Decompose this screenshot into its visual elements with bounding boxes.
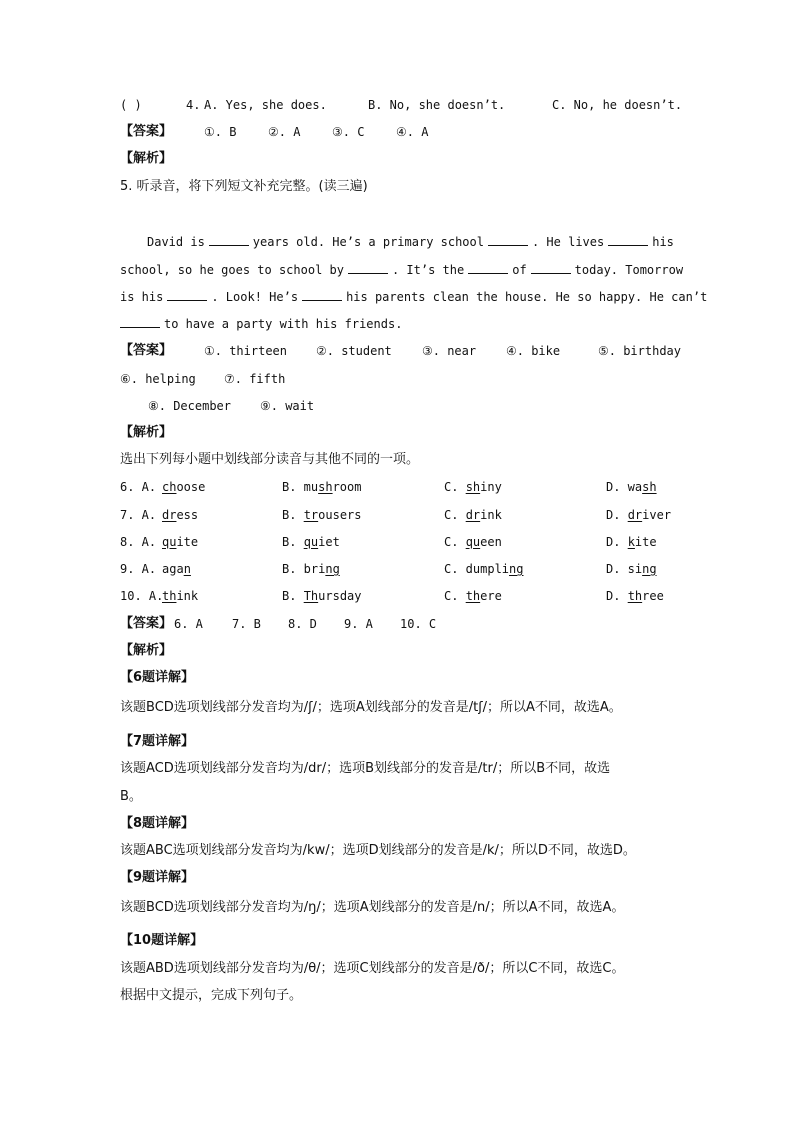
option-d: D. driver [606,508,672,522]
option-b: B. trousers [282,508,362,522]
option-d: D. three [606,589,664,603]
underlined-part: ng [509,562,524,576]
underlined-part: th [162,589,177,603]
blank[interactable] [348,262,388,274]
detail-text-10: 该题ABD选项划线部分发音均为/θ/；选项C划线部分的发音是/ð/；所以C不同，故选C。 [120,961,625,976]
option-c: C. drink [444,508,502,522]
analysis-tag: 【解析】 [120,643,173,658]
section-instruction: 根据中文提示，完成下列句子。 [120,988,303,1003]
answer-item: ②. student [316,344,392,358]
phonetics-instruction: 选出下列每小题中划线部分读音与其他不同的一项。 [120,452,420,467]
underlined-part: ng [642,562,657,576]
blank[interactable] [302,289,342,301]
option-c: C. dumpling [444,562,524,576]
answer-tag: 【答案】 [120,616,173,631]
answer-item: ⑥. helping [120,372,196,386]
answer-item: ④. A [396,125,429,139]
detail-text-8: 该题ABC选项划线部分发音均为/kw/；选项D划线部分的发音是/k/；所以D不同，故选D。 [120,843,636,858]
detail-title-8: 【8题详解】 [120,816,195,831]
answer-item: ⑧. December [148,399,232,413]
underlined-part: tr [303,508,319,522]
underlined-part: qu [303,535,319,549]
underlined-part: n [183,562,191,576]
answer-item: 6. A [174,617,203,631]
answer-item: ①. B [204,125,237,139]
option-d: D. wash [606,480,657,494]
answer-item: ②. A [268,125,301,139]
option-a: choose [162,480,206,494]
option-a: dress [162,508,199,522]
analysis-tag: 【解析】 [120,151,173,166]
answer-item: 9. A [344,617,373,631]
underlined-part: sh [465,480,481,494]
option-c: C. shiny [444,480,502,494]
answer-tag: 【答案】 [120,124,173,139]
blank[interactable] [531,262,571,274]
option-b: B. bring [282,562,340,576]
answer-item: ⑨. wait [260,399,315,413]
detail-text-7-cont: B。 [120,789,142,804]
question-number: 6. A. [120,480,157,494]
blank[interactable] [120,316,160,328]
answer-item: ④. bike [506,344,561,358]
question-number: 7. A. [120,508,157,522]
detail-text-9: 该题BCD选项划线部分发音均为/ŋ/；选项A划线部分的发音是/n/；所以A不同，故选A。 [120,900,625,915]
answer-tag: 【答案】 [120,343,173,358]
underlined-part: dr [162,508,177,522]
option-b: B. No, she doesn’t. [368,98,506,112]
option-d: D. kite [606,535,657,549]
blank[interactable] [468,262,508,274]
detail-text-7: 该题ACD选项划线部分发音均为/dr/；选项B划线部分的发音是/tr/；所以B不同，故选 [120,761,611,776]
passage-line-1: David is years old. He’s a primary school . He lives his [147,235,674,249]
question-number: 4. [186,98,201,112]
underlined-part: ng [325,562,340,576]
underlined-part: qu [465,535,481,549]
underlined-part: sh [318,480,333,494]
option-d: D. sing [606,562,657,576]
option-c: C. queen [444,535,502,549]
passage-line-4: to have a party with his friends. [120,316,402,332]
option-b: B. mushroom [282,480,362,494]
answer-item: 8. D [288,617,317,631]
option-c: C. No, he doesn’t. [552,98,683,112]
question-number: 10. A. [120,589,164,603]
answer-item: ①. thirteen [204,344,288,358]
question-number: 9. A. [120,562,157,576]
option-c: C. there [444,589,502,603]
underlined-part: sh [642,480,657,494]
option-b: B. quiet [282,535,340,549]
blank[interactable] [488,234,528,246]
blank[interactable] [209,234,249,246]
answer-paren: ( ) [120,98,142,112]
detail-text-6: 该题BCD选项划线部分发音均为/ʃ/；选项A划线部分的发音是/tʃ/；所以A不同，故选A。 [120,700,622,715]
underlined-part: dr [465,508,481,522]
answer-item: ⑤. birthday [598,344,682,358]
passage-line-3: is his . Look! He’s his parents clean the house. He so happy. He can’t [120,290,708,304]
blank[interactable] [167,289,207,301]
question-number: 8. A. [120,535,157,549]
blank[interactable] [608,234,648,246]
option-a: quite [162,535,199,549]
underlined-part: th [627,589,643,603]
underlined-part: dr [627,508,643,522]
underlined-part: k [627,535,635,549]
answer-item: ⑦. fifth [224,372,286,386]
underlined-part: ch [162,480,177,494]
option-a: A. Yes, she does. [204,98,327,112]
option-a: think [162,589,199,603]
detail-title-7: 【7题详解】 [120,734,195,749]
detail-title-10: 【10题详解】 [120,933,204,948]
underlined-part: th [465,589,481,603]
passage-line-2: school, so he goes to school by . It’s the of today. Tomorrow [120,263,684,277]
underlined-part: qu [162,535,177,549]
question-5-title: 5. 听录音，将下列短文补充完整。(读三遍) [120,179,368,194]
detail-title-9: 【9题详解】 [120,870,195,885]
answer-item: ③. near [422,344,477,358]
underlined-part: Th [303,589,319,603]
answer-item: ③. C [332,125,365,139]
detail-title-6: 【6题详解】 [120,670,195,685]
analysis-tag: 【解析】 [120,425,173,440]
answer-item: 10. C [400,617,437,631]
answer-item: 7. B [232,617,261,631]
option-a: agan [162,562,191,576]
option-b: B. Thursday [282,589,362,603]
